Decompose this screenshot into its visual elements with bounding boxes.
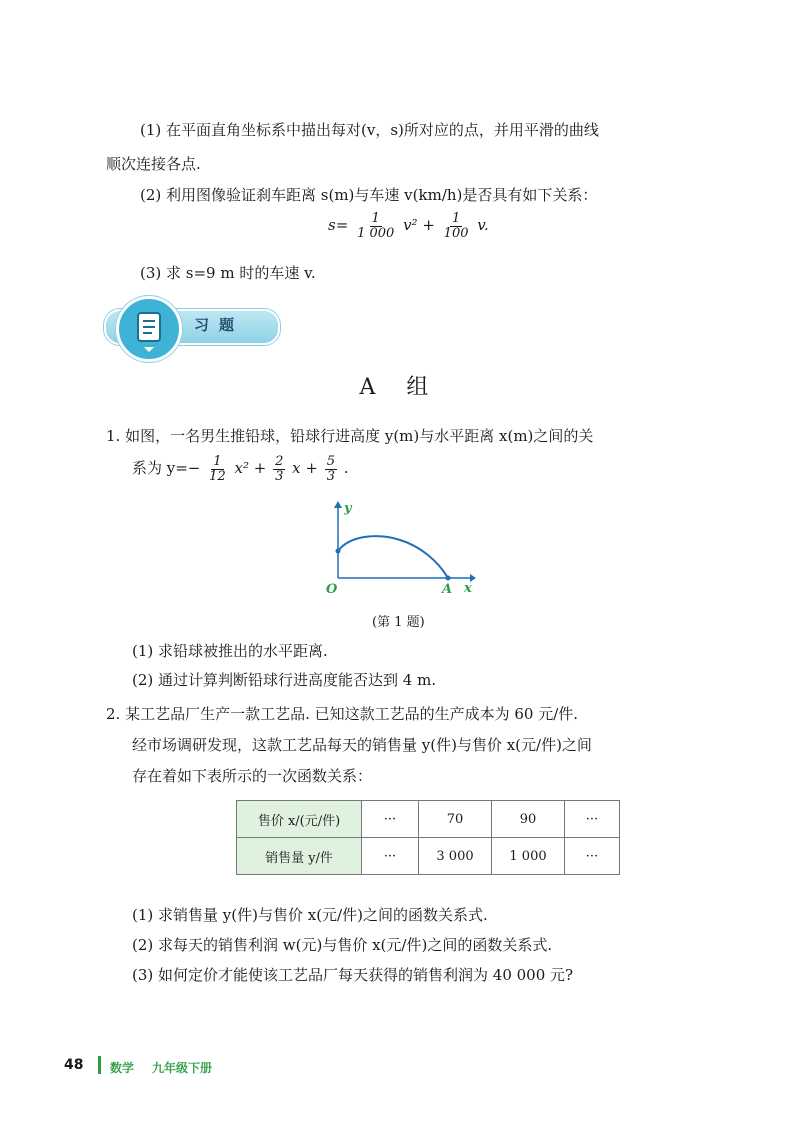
table-cell: ··· xyxy=(565,801,620,838)
notebook-icon xyxy=(116,296,182,362)
table-cell: 1 000 xyxy=(492,838,565,875)
problem-2-sub-3: (3) 如何定价才能使该工艺品厂每天获得的销售利润为 40 000 元? xyxy=(132,966,574,984)
question-1-line1: (1) 在平面直角坐标系中描出每对(v，s)所对应的点，并用平滑的曲线 xyxy=(140,121,599,139)
book-volume: 九年级下册 xyxy=(152,1061,213,1075)
sales-table xyxy=(236,800,620,875)
table-row xyxy=(237,838,620,875)
problem-1-line1: 1. 如图，一名男生推铅球，铅球行进高度 y(m)与水平距离 x(m)之间的关 xyxy=(106,427,594,445)
problem-2-line3: 存在着如下表所示的一次函数关系： xyxy=(132,767,373,785)
problem-2-sub-1: (1) 求销售量 y(件)与售价 x(元/件)之间的函数关系式. xyxy=(132,906,488,924)
formula-mid: v² + xyxy=(403,216,435,235)
p1-fraction-3: $\frac{5}{3}$ xyxy=(326,454,336,484)
problem-1-formula: 系为 y=− $\frac{1}{12}$ x² + $\frac{2}{3}$ x + $\frac{5}{3}$ . xyxy=(132,454,349,484)
y-axis-arrow xyxy=(334,501,342,508)
y-axis-label: y xyxy=(344,501,352,516)
origin-label: O xyxy=(326,582,338,597)
table-header-volume: 销售量 y/件 xyxy=(237,838,362,875)
shot-put-figure xyxy=(320,498,480,598)
table-cell: ··· xyxy=(362,838,419,875)
point-a xyxy=(446,576,451,581)
group-title: A 组 xyxy=(359,375,441,400)
formula-lhs: s= xyxy=(328,216,349,235)
table-cell: ··· xyxy=(362,801,419,838)
question-3: (3) 求 s=9 m 时的车速 v. xyxy=(140,264,316,282)
x-axis-label: x xyxy=(464,581,472,596)
question-1-line2: 顺次连接各点. xyxy=(106,155,201,173)
problem-2-line2: 经市场调研发现，这款工艺品每天的销售量 y(件)与售价 x(元/件)之间 xyxy=(132,736,592,754)
p1-fraction-2: $\frac{2}{3}$ xyxy=(275,454,284,484)
table-header-price: 售价 x/(元/件) xyxy=(237,801,362,838)
page-number: 48 xyxy=(64,1057,84,1073)
point-a-label: A xyxy=(442,582,453,597)
table-cell: ··· xyxy=(565,838,620,875)
table-cell: 3 000 xyxy=(419,838,492,875)
problem-2-line1: 2. 某工艺品厂生产一款工艺品. 已知这款工艺品的生产成本为 60 元/件. xyxy=(106,705,579,723)
trajectory-curve xyxy=(338,536,448,578)
formula-fraction-1: $\frac{1}{1 000}$ xyxy=(357,211,395,241)
exercise-banner-label: 习题 xyxy=(194,316,245,334)
table-cell: 90 xyxy=(492,801,565,838)
table-cell: 70 xyxy=(419,801,492,838)
problem-2-sub-2: (2) 求每天的销售利润 w(元)与售价 x(元/件)之间的函数关系式. xyxy=(132,936,553,954)
table-row xyxy=(237,801,620,838)
problem-1-sub-1: (1) 求铅球被推出的水平距离. xyxy=(132,642,328,660)
formula xyxy=(328,212,489,240)
formula-tail: v. xyxy=(477,216,489,235)
problem-1-sub-2: (2) 通过计算判断铅球行进高度能否达到 4 m. xyxy=(132,671,437,689)
question-2: (2) 利用图像验证刹车距离 s(m)与车速 v(km/h)是否具有如下关系： xyxy=(140,186,598,204)
formula-fraction-2: $\frac{1}{100}$ xyxy=(443,211,469,241)
p1-fraction-1: $\frac{1}{12}$ xyxy=(209,454,226,484)
book-title: 数学 xyxy=(110,1061,135,1075)
start-point xyxy=(336,549,341,554)
footer-divider xyxy=(98,1056,101,1074)
figure-caption: (第 1 题) xyxy=(372,615,425,630)
